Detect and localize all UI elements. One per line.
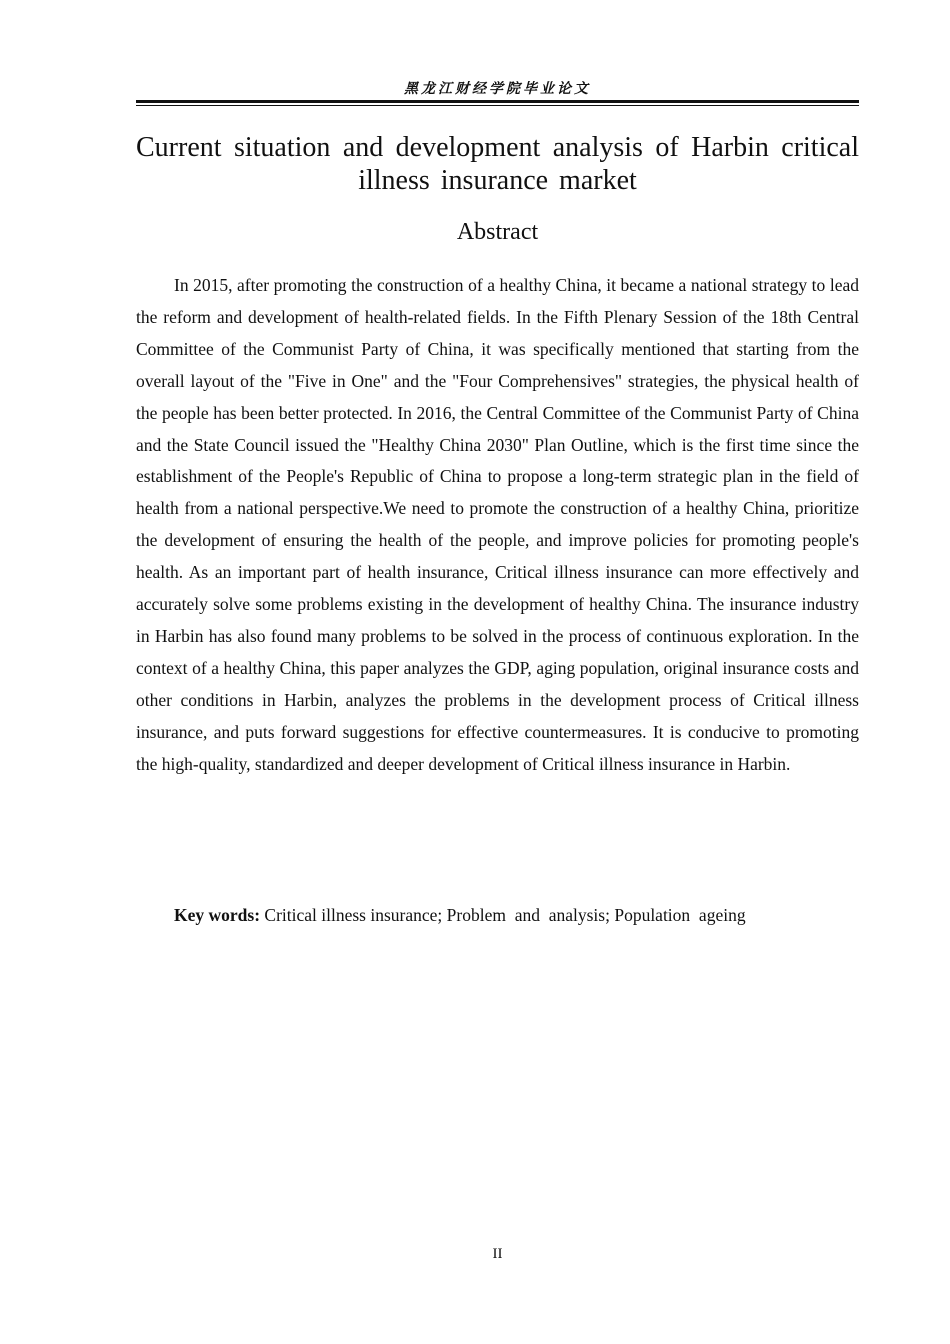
page-number: II [492,1246,503,1262]
abstract-heading: Abstract [456,219,539,245]
keywords-label: Key words: [174,905,261,925]
running-header: 黑龙江财经学院毕业论文 [404,81,591,97]
keywords-text: Critical illness insurance; Problem and analysis; Population ageing [260,905,746,925]
document-page [136,0,859,1344]
paper-title: Current situation and development analysis of Harbin critical illness insurance market [136,132,859,196]
header-rule-thick [136,100,859,103]
keywords-line [174,902,859,928]
header-rule-thin [136,105,859,106]
abstract-body: In 2015, after promoting the construction of a healthy China, it became a national strategy to lead the reform and development of health-related fields. In the Fifth Plenary Session of the 18th Central Committee of the Communist Party of China, it was specifically mentioned that starting from the overall layout of the "Five in One" and the "Four Comprehensives" strategies, the physical health of the people has been better protected. In 2016, the Central Committee of the Communist Party of China and the State Council issued the "Healthy China 2030" Plan Outline, which is the first time since the establishment of the People's Republic of China to propose a long-term strategic plan in the field of health from a national perspective.We need to promote the construction of a healthy China, prioritize the development of ensuring the health of the people, and improve policies for promoting people's health. As an important part of health insurance, Critical illness insurance can more effectively and accurately solve some problems existing in the development of healthy China. The insurance industry in Harbin has also found many problems to be solved in the process of continuous exploration. In the context of a healthy China, this paper analyzes the GDP, aging population, original insurance costs and other conditions in Harbin, analyzes the problems in the development process of Critical illness insurance, and puts forward suggestions for effective countermeasures. It is conducive to promoting the high-quality, standardized and deeper development of Critical illness insurance in Harbin. [136,275,859,774]
